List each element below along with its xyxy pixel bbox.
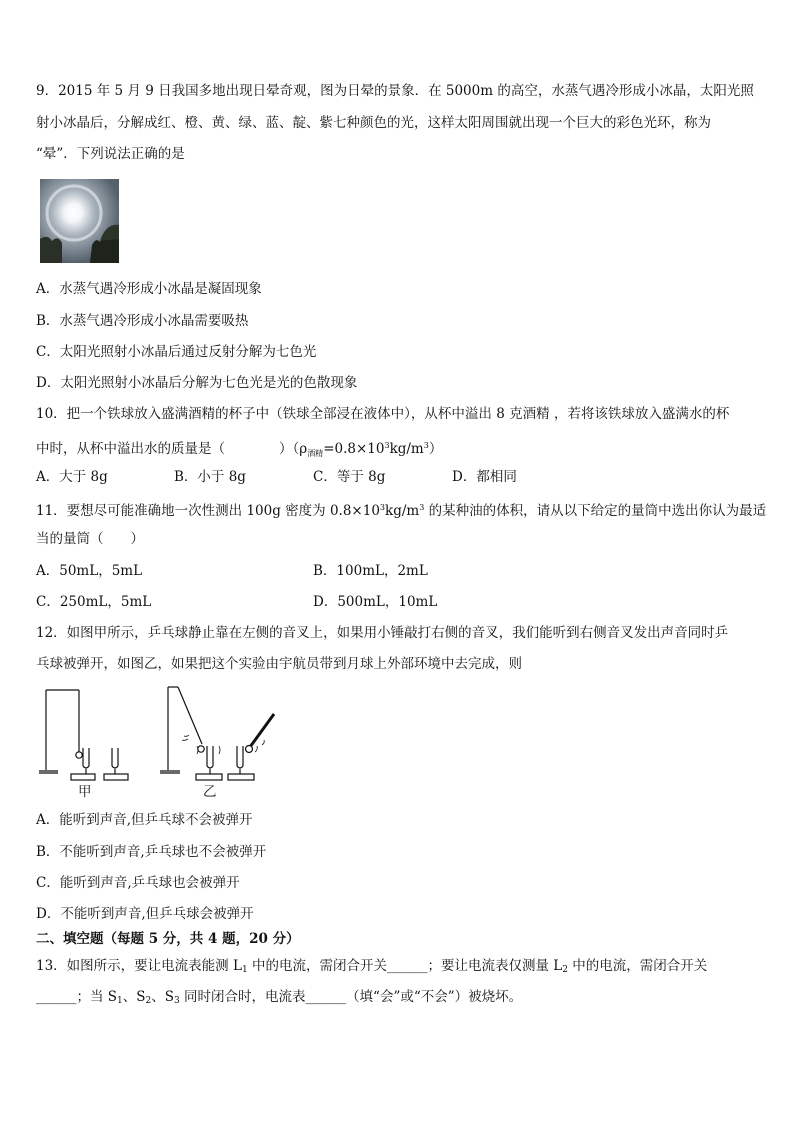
q13-line2-text-d: 同时闭合时，电流表______（填“会”或“不会”）被烧坏。 xyxy=(179,989,523,1005)
q12-option-d: D．不能听到声音,但乒乓球会被弹开 xyxy=(36,906,254,922)
q13-stem-line2 xyxy=(36,987,522,1011)
q13-line2-text-c: 、S xyxy=(151,989,175,1005)
figure-jia-diagram xyxy=(39,690,128,780)
q11-option-a: A．50mL，5mL xyxy=(36,563,143,579)
section-2-heading: 二、填空题（每题 5 分，共 4 题，20 分） xyxy=(36,931,300,947)
q11-line1-text-a: 11．要想尽可能准确地一次性测出 100g 密度为 0.8×10 xyxy=(36,503,380,519)
tuning-fork-figure xyxy=(36,684,286,802)
q11-option-d: D．500mL，10mL xyxy=(313,594,438,610)
q13-line1-text-a: 13．如图所示，要让电流表能测 L xyxy=(36,958,242,974)
q13-line1-text-b: 中的电流，需闭合开关______；要让电流表仅测量 L xyxy=(247,958,563,974)
q10-exponent: 3 xyxy=(384,441,390,450)
q9-stem-line1: 9．2015 年 5 月 9 日我国多地出现日晕奇观，图为日晕的景象．在 5000m 的高空，水蒸气遇冷形成小冰晶，太阳光照 xyxy=(36,83,754,99)
q9-option-c: C．太阳光照射小冰晶后通过反射分解为七色光 xyxy=(36,344,317,360)
q12-stem-line2: 乓球被弹开，如图乙，如果把这个实验由宇航员带到月球上外部环境中去完成，则 xyxy=(36,656,522,672)
q10-unit-exponent: 3 xyxy=(423,441,429,450)
q11-stem-line2: 当的量筒（ ） xyxy=(36,531,144,547)
q11-line1-text-c: 的某种油的体积，请从以下给定的量筒中选出你认为最适 xyxy=(424,503,767,519)
q13-s2-subscript: 2 xyxy=(145,996,152,1006)
q9-option-b: B．水蒸气遇冷形成小冰晶需要吸热 xyxy=(36,313,249,329)
q13-s1-subscript: 1 xyxy=(117,996,123,1006)
q10-rho-subscript: 酒精 xyxy=(307,449,324,458)
figure-yi-label: 乙 xyxy=(203,784,217,800)
q13-line2-text-b: 、S xyxy=(122,989,146,1005)
q13-line1-text-c: 中的电流，需闭合开关 xyxy=(567,958,708,974)
q13-line2-text-a: ______；当 S xyxy=(36,989,118,1005)
q13-l1-subscript: 1 xyxy=(241,965,248,975)
q13-s3-subscript: 3 xyxy=(174,996,180,1006)
q10-stem-line1: 10．把一个铁球放入盛满酒精的杯子中（铁球全部浸在液体中），从杯中溢出 8 克酒精 ，若将该铁球放入盛满水的杯 xyxy=(36,406,730,422)
q9-option-d: D．太阳光照射小冰晶后分解为七色光是光的色散现象 xyxy=(36,375,358,391)
q12-option-c: C．能听到声音,乒乓球也会被弹开 xyxy=(36,875,240,891)
q9-stem-line2: 射小冰晶后，分解成红、橙、黄、绿、蓝、靛、紫七种颜色的光，这样太阳周围就出现一个巨大的彩色光环，称为 xyxy=(36,115,711,131)
q10-line2-text-a: 中时，从杯中溢出水的质量是（ ）（ρ xyxy=(36,441,308,457)
q12-option-a: A．能听到声音,但乒乓球不会被弹开 xyxy=(36,812,253,828)
q11-unit-exponent: 3 xyxy=(419,503,425,512)
sun-halo-photo xyxy=(40,179,119,263)
q12-option-b: B．不能听到声音,乒乓球也不会被弹开 xyxy=(36,844,267,860)
q12-stem-line1: 12．如图甲所示，乒乓球静止靠在左侧的音叉上，如果用小锤敲打右侧的音叉，我们能听到右侧音叉发出声音同时乒 xyxy=(36,625,729,641)
q10-line2-text-d: ） xyxy=(428,441,443,457)
q11-option-b: B．100mL，2mL xyxy=(313,563,428,579)
q10-line2-text-c: kg/m xyxy=(389,441,424,457)
q13-l2-subscript: 2 xyxy=(562,965,568,975)
q11-line1-text-b: kg/m xyxy=(385,503,420,519)
q10-stem-line2 xyxy=(36,436,442,464)
figure-jia-label: 甲 xyxy=(78,784,92,800)
q13-stem-line1 xyxy=(36,956,707,980)
q11-option-c: C．250mL，5mL xyxy=(36,594,152,610)
q10-option-b: B．小于 8g xyxy=(174,469,246,485)
q9-option-a: A．水蒸气遇冷形成小冰晶是凝固现象 xyxy=(36,281,262,297)
q10-option-d: D．都相同 xyxy=(452,469,517,485)
q11-stem-line1 xyxy=(36,498,766,521)
q10-line2-text-b: =0.8×10 xyxy=(323,441,385,457)
q10-option-a: A．大于 8g xyxy=(36,469,108,485)
q9-stem-line3: “晕”．下列说法正确的是 xyxy=(36,146,185,162)
figure-yi-diagram xyxy=(160,687,274,780)
q10-option-c: C．等于 8g xyxy=(313,469,386,485)
q11-exponent: 3 xyxy=(379,503,386,512)
